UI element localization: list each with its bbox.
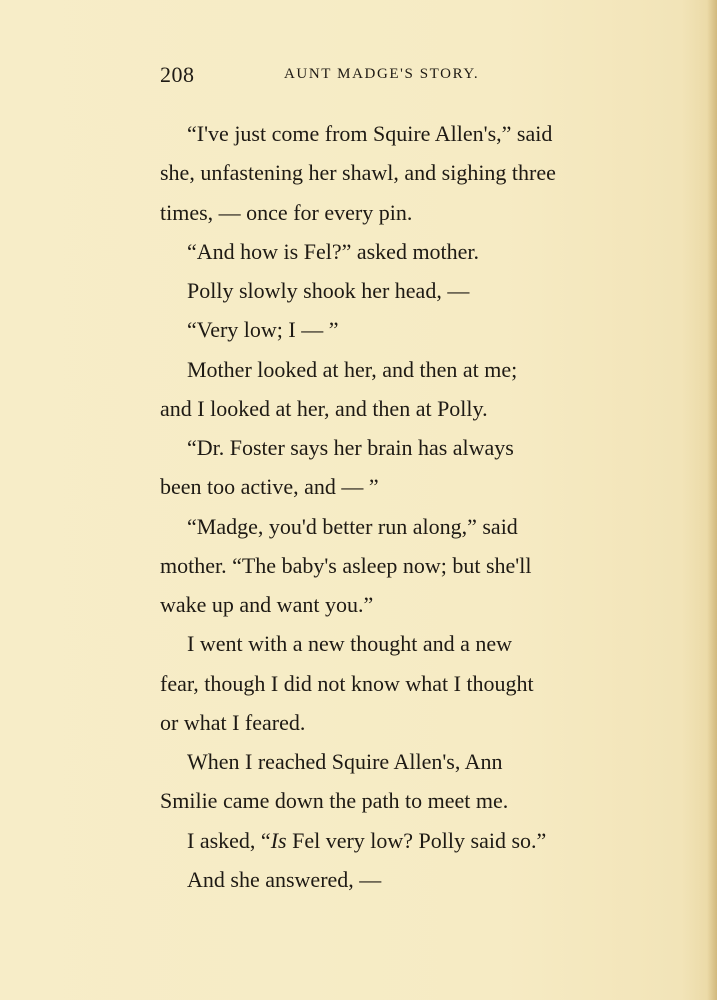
line-text: or what I feared. bbox=[160, 709, 306, 735]
text-line bbox=[160, 310, 640, 349]
line-text: “Very low; I — ” bbox=[187, 317, 339, 343]
line-text: Polly slowly shook her head, — bbox=[187, 278, 470, 303]
text-line bbox=[160, 585, 640, 624]
line-text: Fel very low? Polly said so.” bbox=[286, 827, 547, 853]
italic-emphasis: Is bbox=[270, 827, 287, 853]
line-text: she, unfastening her shawl, and sighing three bbox=[160, 160, 556, 186]
text-line bbox=[160, 389, 640, 428]
text-line bbox=[160, 153, 640, 192]
line-text: Mother looked at her, and then at me; bbox=[187, 356, 518, 382]
text-line bbox=[160, 781, 640, 820]
line-text: times, — once for every pin. bbox=[160, 199, 413, 225]
text-line bbox=[160, 467, 640, 506]
text-line bbox=[160, 546, 640, 585]
line-text: mother. “The baby's asleep now; but she'll bbox=[160, 552, 532, 578]
line-text: When I reached Squire Allen's, Ann bbox=[187, 749, 503, 774]
text-line bbox=[160, 860, 640, 899]
line-text: and I looked at her, and then at Polly. bbox=[160, 395, 488, 421]
line-text: wake up and want you.” bbox=[160, 592, 374, 617]
page-edge-shadow bbox=[707, 0, 717, 1000]
text-line bbox=[160, 742, 640, 781]
page-header bbox=[160, 62, 640, 90]
line-text: “I've just come from Squire Allen's,” said bbox=[187, 121, 553, 146]
text-line bbox=[160, 624, 640, 663]
text-line bbox=[160, 193, 640, 232]
text-line bbox=[160, 114, 640, 153]
line-text: “Madge, you'd better run along,” said bbox=[187, 513, 518, 539]
line-text: Smilie came down the path to meet me. bbox=[160, 788, 509, 814]
text-line bbox=[160, 664, 640, 703]
text-line bbox=[160, 350, 640, 389]
text-line bbox=[160, 232, 640, 271]
text-line bbox=[160, 703, 640, 742]
running-head: AUNT MADGE'S STORY. bbox=[284, 66, 480, 82]
text-line bbox=[160, 428, 640, 467]
body-text bbox=[160, 114, 640, 899]
page-number: 208 bbox=[160, 62, 195, 87]
text-line bbox=[160, 271, 640, 310]
text-line bbox=[160, 507, 640, 546]
text-line bbox=[160, 821, 640, 860]
line-text: I went with a new thought and a new bbox=[187, 631, 513, 657]
line-text: And she answered, — bbox=[187, 866, 382, 892]
line-text: “Dr. Foster says her brain has always bbox=[187, 435, 514, 460]
line-text: been too active, and — ” bbox=[160, 474, 379, 500]
line-text: I asked, “ bbox=[187, 827, 271, 853]
line-text: “And how is Fel?” asked mother. bbox=[187, 238, 480, 264]
line-text: fear, though I did not know what I thought bbox=[160, 670, 534, 696]
